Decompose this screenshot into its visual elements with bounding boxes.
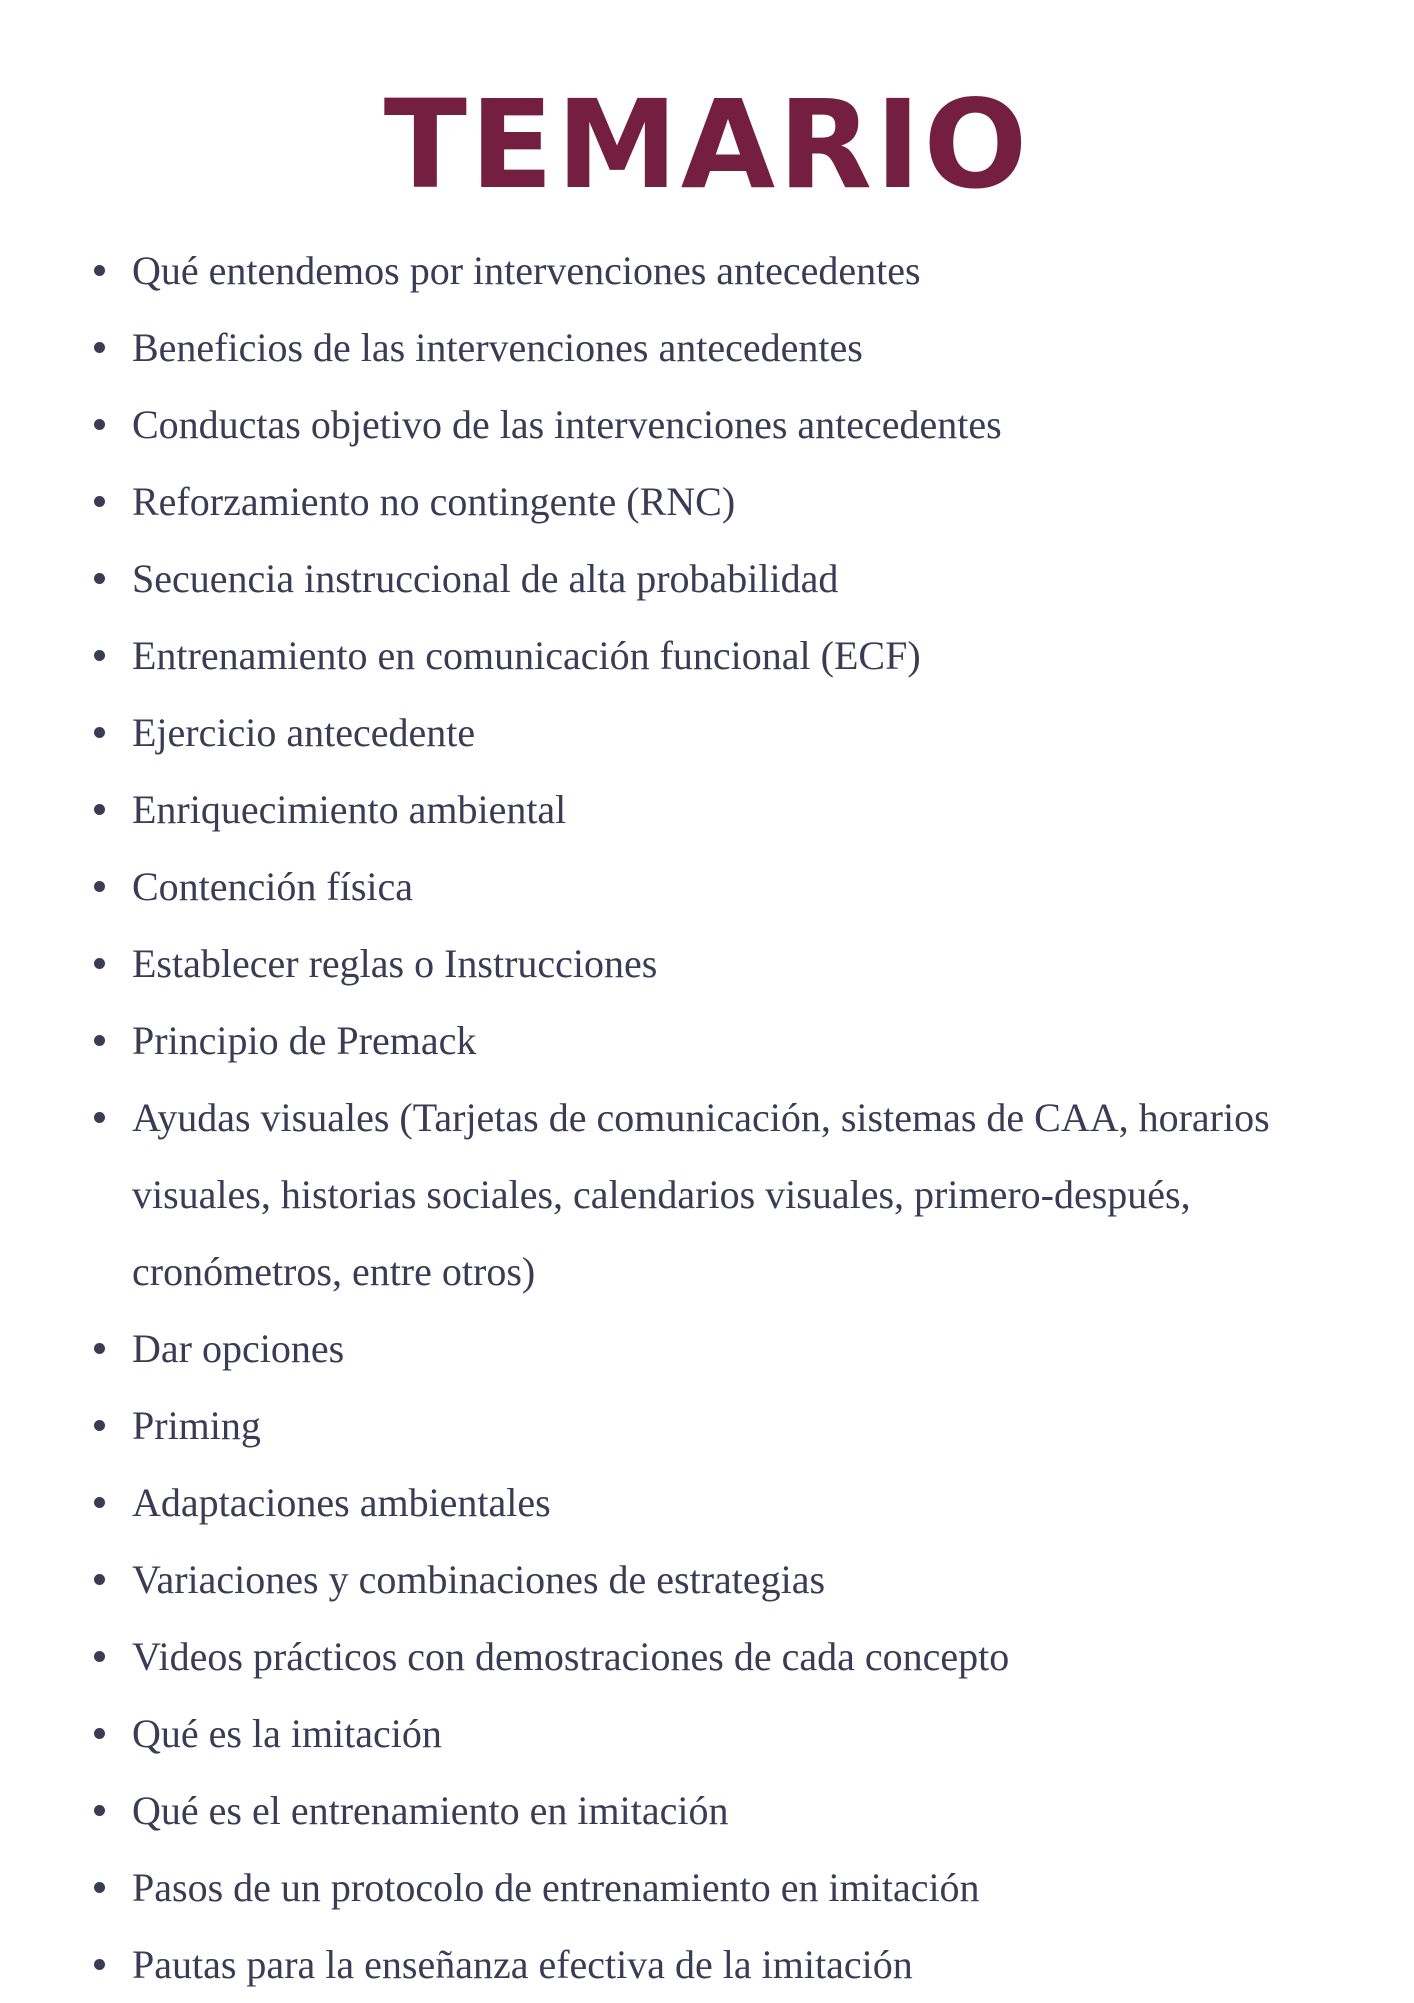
bullet-icon (94, 650, 105, 661)
bullet-icon (94, 804, 105, 815)
bullet-icon (94, 342, 105, 353)
list-item-text: Contención física (132, 864, 414, 909)
bullet-icon (94, 958, 105, 969)
list-item (88, 694, 1348, 771)
list-item (88, 1387, 1348, 1464)
bullet-icon (94, 881, 105, 892)
list-item-text: Entrenamiento en comunicación funcional (ECF) (132, 633, 921, 678)
list-item (88, 617, 1348, 694)
list-item (88, 1772, 1348, 1849)
list-item (88, 232, 1348, 309)
list-item (88, 1002, 1348, 1079)
list-item-text: Pautas para la enseñanza efectiva de la imitación (132, 1942, 913, 1987)
list-item-text: Conductas objetivo de las intervenciones antecedentes (132, 402, 1002, 447)
list-item-text: Qué es la imitación (132, 1711, 442, 1756)
list-item-text: Ayudas visuales (Tarjetas de comunicación, sistemas de CAA, horarios visuales, historias sociales, calendarios visuales, primero-después, cronómetros, entre otros) (132, 1095, 1270, 1294)
list-item (88, 848, 1348, 925)
list-item-text: Establecer reglas o Instrucciones (132, 941, 658, 986)
bullet-icon (94, 1728, 105, 1739)
list-item (88, 1695, 1348, 1772)
bullet-icon (94, 1805, 105, 1816)
list-item (88, 463, 1348, 540)
bullet-icon (94, 1574, 105, 1585)
bullet-icon (94, 573, 105, 584)
list-item (88, 771, 1348, 848)
list-item (88, 386, 1348, 463)
list-item (88, 925, 1348, 1002)
list-item-text: Videos prácticos con demostraciones de cada concepto (132, 1634, 1010, 1679)
list-item (88, 1310, 1348, 1387)
list-item (88, 1618, 1348, 1695)
list-item-text: Qué es el entrenamiento en imitación (132, 1788, 729, 1833)
bullet-icon (94, 1651, 105, 1662)
list-item (88, 1541, 1348, 1618)
bullet-icon (94, 1959, 105, 1970)
list-item (88, 1849, 1348, 1926)
list-item-text: Qué entendemos por intervenciones antecedentes (132, 248, 921, 293)
list-item-text: Variaciones y combinaciones de estrategias (132, 1557, 826, 1602)
list-item (88, 1926, 1348, 2003)
bullet-icon (94, 1112, 105, 1123)
list-item-text: Reforzamiento no contingente (RNC) (132, 479, 736, 524)
list-item-text: Beneficios de las intervenciones antecedentes (132, 325, 863, 370)
bullet-icon (94, 265, 105, 276)
list-item (88, 540, 1348, 617)
bullet-icon (94, 727, 105, 738)
bullet-icon (94, 496, 105, 507)
topic-list (88, 232, 1348, 2003)
bullet-icon (94, 1882, 105, 1893)
list-item-text: Adaptaciones ambientales (132, 1480, 551, 1525)
list-item-text: Ejercicio antecedente (132, 710, 476, 755)
list-item (88, 1079, 1348, 1310)
page-title: TEMARIO (383, 74, 1031, 216)
bullet-icon (94, 1035, 105, 1046)
bullet-icon (94, 419, 105, 430)
bullet-icon (94, 1343, 105, 1354)
list-item-text: Dar opciones (132, 1326, 345, 1371)
list-item-text: Enriquecimiento ambiental (132, 787, 567, 832)
list-item-text: Priming (132, 1403, 261, 1448)
list-item-text: Secuencia instruccional de alta probabilidad (132, 556, 839, 601)
list-item (88, 1464, 1348, 1541)
list-item-text: Pasos de un protocolo de entrenamiento en imitación (132, 1865, 980, 1910)
bullet-icon (94, 1497, 105, 1508)
list-item-text: Principio de Premack (132, 1018, 477, 1063)
list-item (88, 309, 1348, 386)
bullet-icon (94, 1420, 105, 1431)
